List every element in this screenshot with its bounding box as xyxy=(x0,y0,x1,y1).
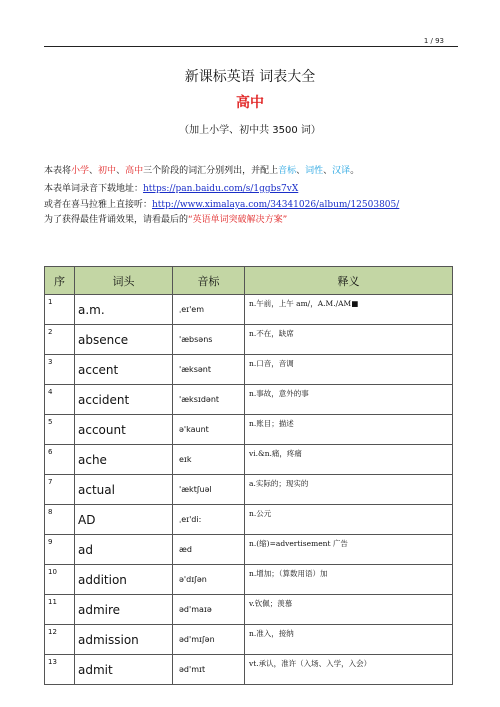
row-phonetic: 'æksənt xyxy=(173,355,245,385)
row-definition: n.公元 xyxy=(245,505,453,535)
table-row xyxy=(45,505,453,535)
row-word: absence xyxy=(75,325,173,355)
row-word: admire xyxy=(75,595,173,625)
row-phonetic: ə'kaunt xyxy=(173,415,245,445)
document-title: 新课标英语 词表大全 xyxy=(184,69,316,85)
row-number: 11 xyxy=(45,595,75,625)
row-phonetic: ə'dɪʃən xyxy=(173,565,245,595)
stage-junior: 初中 xyxy=(98,166,117,176)
intro-line-4 xyxy=(44,212,287,225)
row-word: a.m. xyxy=(75,295,173,325)
table-row xyxy=(45,295,453,325)
download-label: 本表单词录音下载地址： xyxy=(44,184,144,194)
row-definition: n.午前，上午 am/，A.M./AM■ xyxy=(245,295,453,325)
table-row xyxy=(45,535,453,565)
row-phonetic: əd'mɪt xyxy=(173,655,245,685)
table-row xyxy=(45,355,453,385)
intro-line-3 xyxy=(44,197,399,210)
separator: 、 xyxy=(296,166,306,176)
row-phonetic: eɪk xyxy=(173,445,245,475)
table-row xyxy=(45,385,453,415)
row-number: 7 xyxy=(45,475,75,505)
row-number: 8 xyxy=(45,505,75,535)
stage-primary: 小学 xyxy=(71,166,90,176)
row-phonetic: əd'mɪʃən xyxy=(173,625,245,655)
intro-text: 为了获得最佳背诵效果，请看最后的 xyxy=(44,215,189,225)
table-row xyxy=(45,325,453,355)
vocabulary-table xyxy=(44,266,453,685)
row-phonetic: 'æktʃuəl xyxy=(173,475,245,505)
row-word: ache xyxy=(75,445,173,475)
row-word: addition xyxy=(75,565,173,595)
row-number: 1 xyxy=(45,295,75,325)
header-rule xyxy=(44,46,458,47)
row-word: accident xyxy=(75,385,173,415)
row-number: 3 xyxy=(45,355,75,385)
header-phonetic: 音标 xyxy=(173,267,245,295)
row-phonetic: ˌeɪ'em xyxy=(173,295,245,325)
row-number: 2 xyxy=(45,325,75,355)
table-row xyxy=(45,565,453,595)
table-row xyxy=(45,595,453,625)
table-row xyxy=(45,475,453,505)
row-definition: n.(缩)=advertisement 广告 xyxy=(245,535,453,565)
row-phonetic: əd'maɪə xyxy=(173,595,245,625)
row-word: AD xyxy=(75,505,173,535)
row-number: 4 xyxy=(45,385,75,415)
row-word: admit xyxy=(75,655,173,685)
feature-pos: 词性 xyxy=(305,166,324,176)
intro-text: 三个阶段的词汇分别列出，并配上 xyxy=(143,166,279,176)
row-definition: n.准入，接纳 xyxy=(245,625,453,655)
row-number: 6 xyxy=(45,445,75,475)
row-definition: n.事故，意外的事 xyxy=(245,385,453,415)
row-definition: n.不在，缺席 xyxy=(245,325,453,355)
separator: 、 xyxy=(116,166,126,176)
header-word: 词头 xyxy=(75,267,173,295)
separator: 、 xyxy=(323,166,333,176)
header-index: 序 xyxy=(45,267,75,295)
row-definition: n.增加；（算数用语）加 xyxy=(245,565,453,595)
header-definition: 释义 xyxy=(245,267,453,295)
row-phonetic: ˌeɪ'di: xyxy=(173,505,245,535)
solution-highlight: “英语单词突破解决方案” xyxy=(188,215,288,225)
row-definition: vt.承认，准许（入场、入学，入会） xyxy=(245,655,453,685)
row-word: account xyxy=(75,415,173,445)
table-row xyxy=(45,625,453,655)
row-word: accent xyxy=(75,355,173,385)
feature-translation: 汉译 xyxy=(332,166,351,176)
row-phonetic: 'æbsəns xyxy=(173,325,245,355)
separator: 、 xyxy=(89,166,99,176)
intro-text: 本表将 xyxy=(44,166,72,176)
row-number: 9 xyxy=(45,535,75,565)
row-word: admission xyxy=(75,625,173,655)
word-count-note: （加上小学、初中共 3500 词） xyxy=(179,125,321,136)
row-definition: vi.&n.痛，疼痛 xyxy=(245,445,453,475)
stage-senior: 高中 xyxy=(125,166,144,176)
ximalaya-link[interactable]: http://www.ximalaya.com/34341026/album/12503805/ xyxy=(152,200,400,210)
row-definition: v.钦佩；羡慕 xyxy=(245,595,453,625)
document-subtitle: 高中 xyxy=(236,95,264,111)
row-number: 13 xyxy=(45,655,75,685)
row-definition: a.实际的；现实的 xyxy=(245,475,453,505)
row-phonetic: æd xyxy=(173,535,245,565)
row-word: ad xyxy=(75,535,173,565)
ximalaya-label: 或者在喜马拉雅上直接听： xyxy=(44,200,153,210)
intro-line-2 xyxy=(44,181,298,194)
row-number: 10 xyxy=(45,565,75,595)
row-definition: n.口音，音调 xyxy=(245,355,453,385)
table-row xyxy=(45,655,453,685)
feature-phonetic: 音标 xyxy=(278,166,297,176)
table-row xyxy=(45,445,453,475)
row-number: 12 xyxy=(45,625,75,655)
page-number: 1 / 93 xyxy=(423,37,444,45)
intro-line-1 xyxy=(44,163,359,176)
table-row xyxy=(45,415,453,445)
row-number: 5 xyxy=(45,415,75,445)
download-link[interactable]: https://pan.baidu.com/s/1ggbs7vX xyxy=(143,184,299,194)
row-definition: n.账目；描述 xyxy=(245,415,453,445)
intro-text: 。 xyxy=(350,166,360,176)
row-phonetic: 'æksɪdənt xyxy=(173,385,245,415)
row-word: actual xyxy=(75,475,173,505)
table-header-row xyxy=(45,267,453,295)
